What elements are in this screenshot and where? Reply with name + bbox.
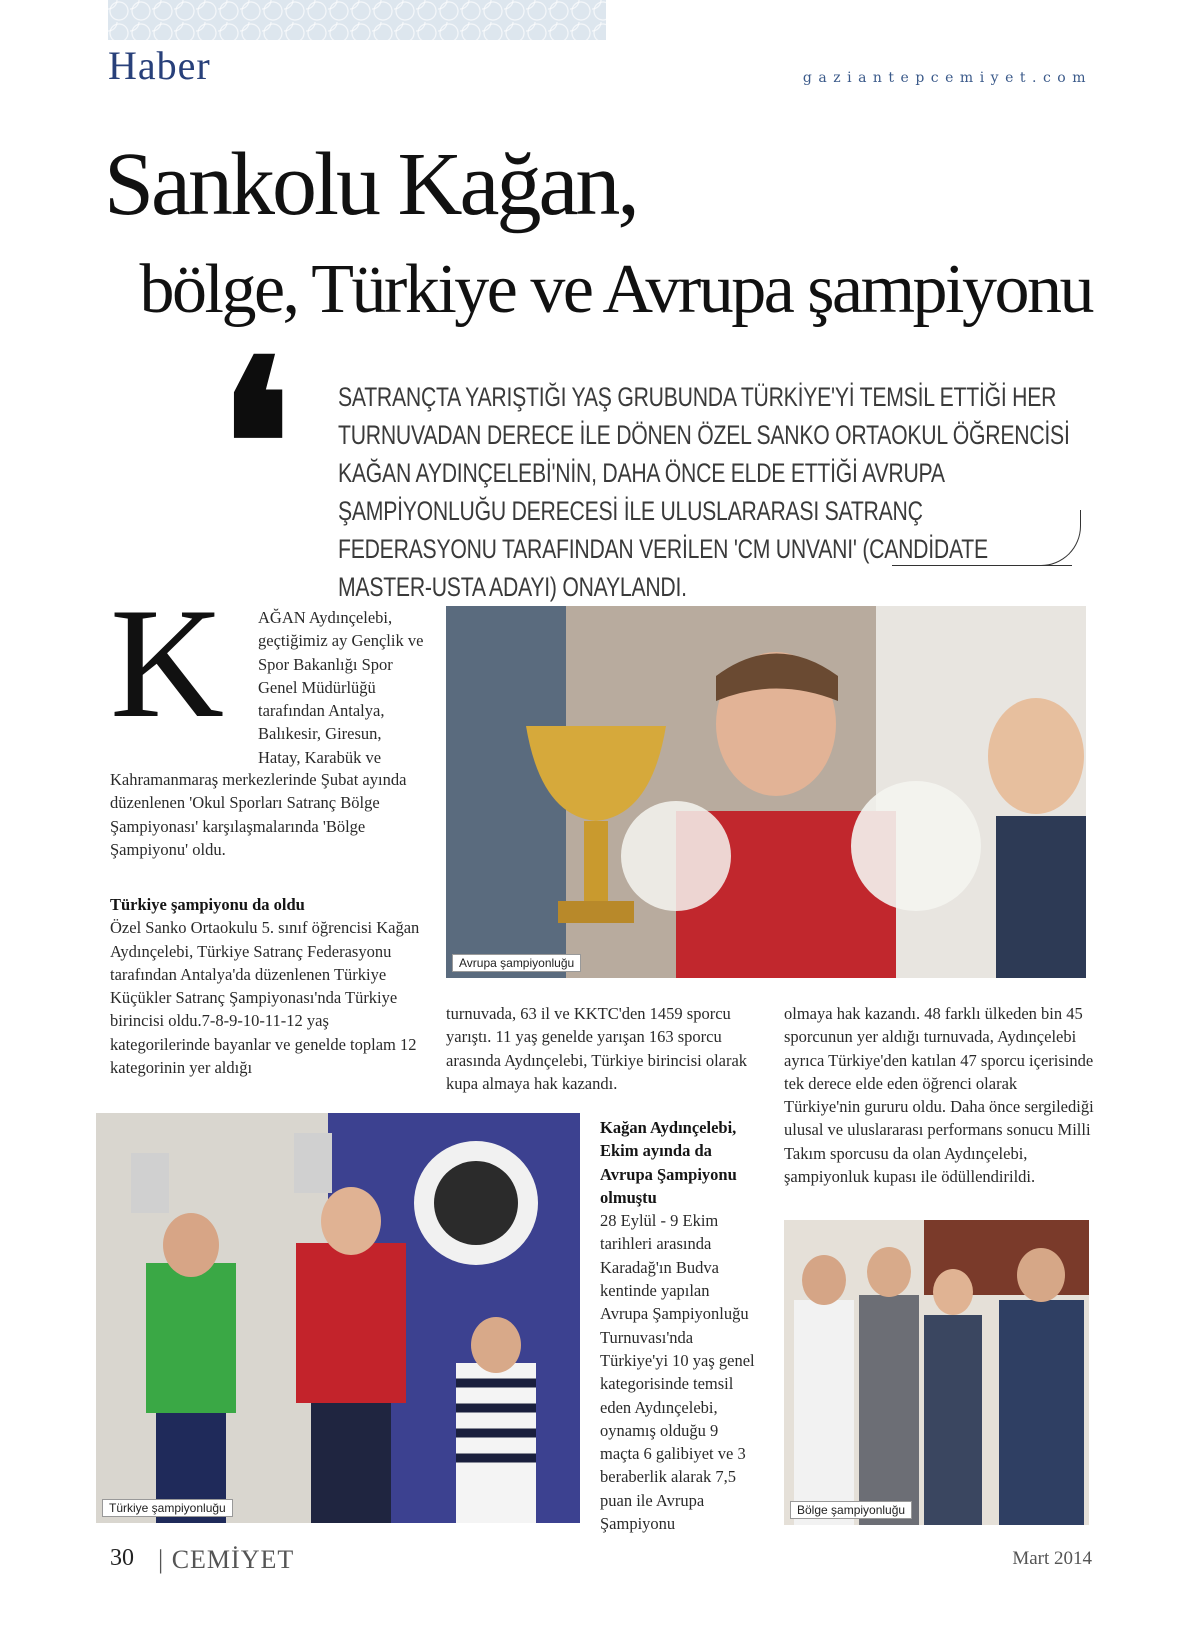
article-section-2 xyxy=(600,1116,760,1535)
subheading-europe: Kağan Aydınçelebi, Ekim ayında da Avrupa Şampiyonu olmuştu xyxy=(600,1118,737,1207)
photo3-illustration xyxy=(784,1220,1089,1525)
header-pattern xyxy=(108,0,606,40)
article-section-1 xyxy=(110,893,420,1079)
article-paragraph-2-continued: turnuvada, 63 il ve KKTC'den 1459 sporcu yarıştı. 11 yaş genelde yarışan 163 sporcu arasında Aydınçelebi, Türkiye birincisi olarak kupa almaya hak kazandı. xyxy=(446,1004,748,1093)
lead-decoration-line xyxy=(892,565,1072,566)
quote-mark-icon: ❛ xyxy=(218,310,293,580)
section-label: Haber xyxy=(108,43,211,88)
photo3-caption: Bölge şampiyonluğu xyxy=(790,1501,912,1519)
photo-turkey-championship xyxy=(96,1113,580,1523)
photo2-caption: Türkiye şampiyonluğu xyxy=(102,1499,233,1517)
lead-paragraph: SATRANÇTA YARIŞTIĞI YAŞ GRUBUNDA TÜRKİYE'Yİ TEMSİL ETTİĞİ HER TURNUVADAN DERECE İLE DÖNEN ÖZEL SANKO ORTAOKUL ÖĞRENCİSİ KAĞAN AYDINÇELEBİ'NİN, DAHA ÖNCE ELDE ETTİĞİ AVRUPA ŞAMPİYONLUĞU DERECESİ İLE ULUSLARARASI SATRANÇ FEDERASYONU TARAFINDAN VERİLEN 'CM UNVANI' (CANDİDATE MASTER-USTA ADAYI) ONAYLANDI. xyxy=(338,382,1070,602)
article-intro-text: AĞAN Aydınçelebi, geçtiğimiz ay Gençlik ve Spor Bakanlığı Spor Genel Müdürlüğü tarafından Antalya, Balıkesir, Giresun, Hatay, Karabük ve xyxy=(258,608,424,767)
article-paragraph-2: Özel Sanko Ortaokulu 5. sınıf öğrencisi Kağan Aydınçelebi, Türkiye Satranç Federasyonu tarafından Antalya'da düzenlenen Türkiye Küçükler Satranç Şampiyonası'nda Türkiye birincisi oldu.7-8-9-10-11-12 yaş kategorilerinde bayanlar ve genelde toplam 12 kategorinin yer aldığı xyxy=(110,918,420,1078)
site-url: gaziantepcemiyet.com xyxy=(802,70,1092,86)
headline-line1: Sankolu Kağan, xyxy=(104,135,637,234)
magazine-name: | CEMİYET xyxy=(158,1545,295,1574)
page-number: 30 xyxy=(110,1545,134,1571)
headline-line2: bölge, Türkiye ve Avrupa şampiyonu xyxy=(139,251,1092,328)
article-paragraph-3: 28 Eylül - 9 Ekim tarihleri arasında Karadağ'ın Budva kentinde yapılan Avrupa Şampiyonluğu Turnuvası'nda Türkiye'yi 10 yaş genel kategorisinde temsil eden Aydınçelebi, oynamış olduğu 9 maçta 6 galibiyet ve 3 beraberlik alarak 7,5 puan ile Avrupa Şampiyonu xyxy=(600,1211,755,1534)
issue-date: Mart 2014 xyxy=(1012,1548,1092,1569)
photo2-illustration xyxy=(96,1113,580,1523)
drop-cap: K xyxy=(110,576,225,751)
photo-regional-championship xyxy=(784,1220,1089,1525)
article-intro-continued: Kahramanmaraş merkezlerinde Şubat ayında düzenlenen 'Okul Sporları Satranç Bölge Şampiyonası' karşılaşmalarında 'Bölge Şampiyonu' oldu. xyxy=(110,770,407,859)
photo1-caption: Avrupa şampiyonluğu xyxy=(452,954,581,972)
photo1-illustration xyxy=(446,606,1086,978)
photo-european-championship xyxy=(446,606,1086,978)
subheading-turkiye: Türkiye şampiyonu da oldu xyxy=(110,895,305,914)
article-paragraph-3-continued: olmaya hak kazandı. 48 farklı ülkeden bin 45 sporcunun yer aldığı turnuvada, Aydınçelebi ayrıca Türkiye'den katılan 47 sporcu içerisinde tek derece elde eden öğrenci olarak Türkiye'nin gururu oldu. Daha önce sergilediği ulusal ve uluslararası performans sonucu Milli Takım sporcusu da olan Aydınçelebi, şampiyonluk kupası ile ödüllendirildi. xyxy=(784,1004,1094,1187)
